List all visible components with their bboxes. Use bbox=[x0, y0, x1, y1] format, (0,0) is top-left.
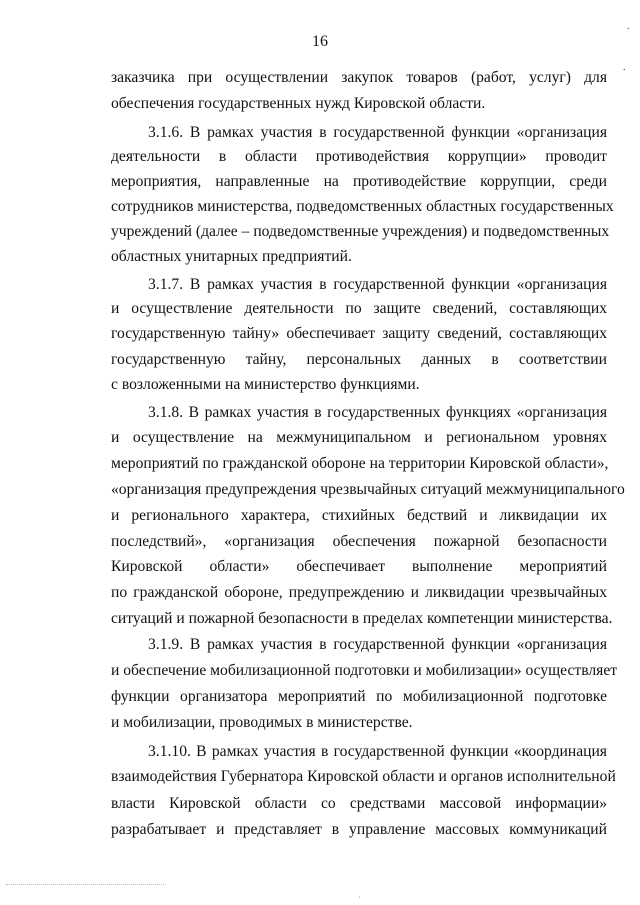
paragraph-first-line: 3.1.8. В рамках участия в государственных функциях «организация bbox=[148, 404, 607, 421]
text-line: и регионального характера, стихийных бедствий и ликвидации их bbox=[111, 507, 607, 524]
text-line: и обеспечение мобилизационной подготовки и мобилизации» осуществляет bbox=[111, 662, 618, 679]
text-line: и осуществление деятельности по защите сведений, составляющих bbox=[111, 300, 607, 317]
text-line: с возложенными на министерство функциями. bbox=[111, 376, 420, 393]
text-line: и мобилизации, проводимых в министерстве. bbox=[111, 714, 413, 731]
text-line: областных унитарных предприятий. bbox=[111, 248, 352, 265]
text-line: государственную тайну, персональных данных в соответствии bbox=[111, 351, 607, 368]
text-line: последствий», «организация обеспечения пожарной безопасности bbox=[111, 533, 607, 550]
paragraph-first-line: 3.1.10. В рамках участия в государственной функции «координация bbox=[148, 743, 607, 760]
page-number: 16 bbox=[312, 33, 328, 50]
text-line: мероприятий по гражданской обороне на территории Кировской области», bbox=[111, 455, 609, 472]
text-line: учреждений (далее – подведомственные учреждения) и подведомственных bbox=[111, 223, 610, 240]
text-line: ситуаций и пожарной безопасности в пределах компетенции министерства. bbox=[111, 610, 613, 627]
scan-artifact-mark: · bbox=[358, 893, 361, 902]
text-line: деятельности в области противодействия коррупции» проводит bbox=[111, 148, 607, 165]
text-line: «организация предупреждения чрезвычайных ситуаций межмуниципального bbox=[111, 481, 625, 498]
text-line: Кировской области» обеспечивает выполнение мероприятий bbox=[111, 558, 607, 575]
text-line: взаимодействия Губернатора Кировской области и органов исполнительной bbox=[111, 768, 616, 785]
text-line: функции организатора мероприятий по мобилизационной подготовке bbox=[111, 688, 607, 705]
paragraph-first-line: 3.1.7. В рамках участия в государственной функции «организация bbox=[148, 276, 607, 293]
scan-artifact-line bbox=[6, 884, 166, 887]
scan-artifact-mark: · bbox=[622, 64, 626, 76]
text-line: и осуществление на межмуниципальном и региональном уровнях bbox=[111, 429, 607, 446]
text-line: сотрудников министерства, подведомственных областных государственных bbox=[111, 198, 614, 215]
paragraph-first-line: 3.1.9. В рамках участия в государственной функции «организация bbox=[148, 636, 607, 653]
scan-artifact-mark: ˙ bbox=[626, 26, 630, 38]
paragraph-first-line: 3.1.6. В рамках участия в государственной функции «организация bbox=[148, 124, 607, 141]
text-line: власти Кировской области со средствами массовой информации» bbox=[111, 795, 607, 812]
text-line: заказчика при осуществлении закупок товаров (работ, услуг) для bbox=[111, 69, 607, 86]
text-line: обеспечения государственных нужд Кировской области. bbox=[111, 95, 486, 112]
text-line: государственную тайну» обеспечивает защиту сведений, составляющих bbox=[111, 325, 607, 342]
text-line: разрабатывает и представляет в управление массовых коммуникаций bbox=[111, 821, 607, 838]
text-line: мероприятия, направленные на противодействие коррупции, среди bbox=[111, 173, 607, 190]
text-line: по гражданской обороне, предупреждению и ликвидации чрезвычайных bbox=[111, 584, 607, 601]
